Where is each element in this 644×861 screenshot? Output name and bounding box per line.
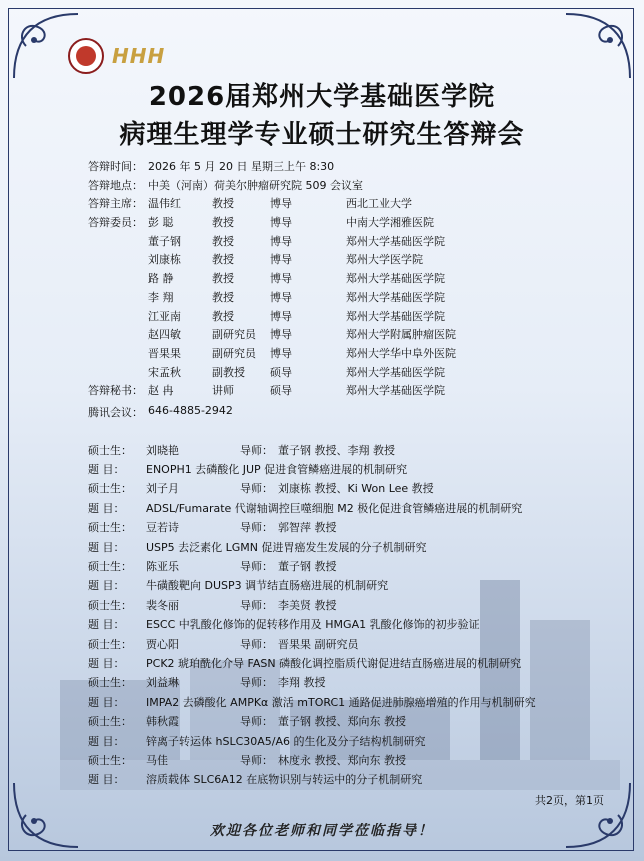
student-name: 贾心阳 <box>146 637 179 651</box>
person-title: 副教授 <box>212 365 245 379</box>
topic-label: 题 目： <box>88 695 125 709</box>
advisor-label: 导师： <box>240 598 273 612</box>
committee-row <box>88 214 456 233</box>
advisor-names: 刘康栋 教授、Ki Won Lee 教授 <box>278 482 434 496</box>
page-title-line1: 2026届郑州大学基础医学院 <box>148 82 496 112</box>
committee-row <box>88 233 456 252</box>
person-org: 郑州大学基础医学院 <box>346 309 445 323</box>
person-title: 教授 <box>212 216 234 230</box>
person-level: 博导 <box>270 216 292 230</box>
person-title: 副研究员 <box>212 328 256 342</box>
topic-text: USP5 去泛素化 LGMN 促进胃癌发生发展的分子机制研究 <box>146 540 427 554</box>
person-title: 教授 <box>212 197 234 211</box>
person-title: 教授 <box>212 234 234 248</box>
university-logo <box>68 38 104 74</box>
advisor-label: 导师： <box>240 443 273 457</box>
person-name: 晋果果 <box>148 346 181 360</box>
topic-text: ESCC 中乳酸化修饰的促转移作用及 HMGA1 乳酸化修饰的初步验证 <box>146 618 480 632</box>
advisor-label: 导师： <box>240 482 273 496</box>
advisor-label: 导师： <box>240 715 273 729</box>
thesis-topic-row <box>88 653 536 672</box>
committee-row <box>88 364 456 383</box>
committee-row <box>88 289 456 308</box>
committee-row <box>88 251 456 270</box>
student-name: 刘子月 <box>146 482 179 496</box>
page-title-line2: 病理生理学专业硕士研究生答辩会 <box>119 120 525 150</box>
welcome-footer: 欢迎各位老师和同学莅临指导！ <box>210 823 434 839</box>
person-level: 硕导 <box>270 384 292 398</box>
person-name: 董子钢 <box>148 234 181 248</box>
advisor-names: 郭智萍 教授 <box>278 521 337 535</box>
student-name: 刘益琳 <box>146 676 179 690</box>
advisor-label: 导师： <box>240 560 273 574</box>
advisor-names: 董子钢 教授、李翔 教授 <box>278 443 395 457</box>
advisor-label: 导师： <box>240 637 273 651</box>
corner-ornament-icon <box>558 6 638 86</box>
topic-label: 题 目： <box>88 540 125 554</box>
thesis-topic-row <box>88 692 536 711</box>
person-level: 博导 <box>270 234 292 248</box>
person-name: 彭 聪 <box>148 216 174 230</box>
thesis-topic-row <box>88 731 536 750</box>
thesis-topic-row <box>88 459 536 478</box>
person-title: 教授 <box>212 309 234 323</box>
person-org: 郑州大学基础医学院 <box>346 384 445 398</box>
person-org: 郑州大学基础医学院 <box>346 234 445 248</box>
role-label <box>88 270 148 289</box>
person-level: 博导 <box>270 197 292 211</box>
person-title: 教授 <box>212 290 234 304</box>
person-org: 郑州大学附属肿瘤医院 <box>346 328 456 342</box>
topic-text: IMPA2 去磷酸化 AMPKα 激活 mTORC1 通路促进肺腺癌增殖的作用与机制研究 <box>146 695 536 709</box>
committee-row <box>88 345 456 364</box>
topic-label: 题 目： <box>88 618 125 632</box>
advisor-names: 董子钢 教授 <box>278 560 337 574</box>
topic-label: 题 目： <box>88 734 125 748</box>
advisor-names: 林度永 教授、郑向东 教授 <box>278 753 406 767</box>
student-label: 硕士生： <box>88 443 132 457</box>
role-label: 答辩主席： <box>88 197 143 211</box>
advisor-names: 李翔 教授 <box>278 676 326 690</box>
info-tencent: 腾讯会议： 646-4885-2942 <box>88 404 233 419</box>
topic-text: 锌离子转运体 hSLC30A5/A6 的生化及分子结构机制研究 <box>146 734 426 748</box>
committee-row <box>88 382 456 401</box>
thesis-topic-row <box>88 576 536 595</box>
person-level: 博导 <box>270 328 292 342</box>
topic-label: 题 目： <box>88 656 125 670</box>
thesis-list <box>88 440 536 789</box>
student-name: 豆若诗 <box>146 521 179 535</box>
person-level: 博导 <box>270 290 292 304</box>
thesis-topic-row <box>88 537 536 556</box>
role-label <box>88 364 148 383</box>
thesis-student-row <box>88 750 536 769</box>
person-org: 中南大学湘雅医院 <box>346 216 434 230</box>
person-level: 硕导 <box>270 365 292 379</box>
thesis-student-row <box>88 595 536 614</box>
role-label <box>88 326 148 345</box>
person-name: 李 翔 <box>148 290 174 304</box>
person-name: 宋孟秋 <box>148 365 181 379</box>
thesis-topic-row <box>88 770 536 789</box>
role-label: 答辩秘书： <box>88 384 143 398</box>
student-name: 马佳 <box>146 753 168 767</box>
topic-text: ADSL/Fumarate 代谢轴调控巨噬细胞 M2 极化促进食管鳞癌进展的机制研究 <box>146 501 523 515</box>
committee-row <box>88 195 456 214</box>
committee-row <box>88 326 456 345</box>
person-org: 郑州大学医学院 <box>346 253 423 267</box>
thesis-student-row <box>88 711 536 730</box>
committee-list <box>88 195 456 401</box>
student-label: 硕士生： <box>88 753 132 767</box>
advisor-names: 晋果果 副研究员 <box>278 637 359 651</box>
role-label <box>88 308 148 327</box>
info-block <box>88 158 456 401</box>
person-name: 赵 冉 <box>148 384 174 398</box>
advisor-label: 导师： <box>240 753 273 767</box>
thesis-student-row <box>88 556 536 575</box>
student-name: 韩秋霞 <box>146 715 179 729</box>
advisor-label: 导师： <box>240 521 273 535</box>
page-indicator: 共2页，第1页 <box>535 794 604 807</box>
person-org: 西北工业大学 <box>346 197 412 211</box>
student-label: 硕士生： <box>88 521 132 535</box>
topic-text: 牛磺酸靶向 DUSP3 调节结直肠癌进展的机制研究 <box>146 579 389 593</box>
thesis-student-row <box>88 673 536 692</box>
role-label <box>88 289 148 308</box>
thesis-student-row <box>88 440 536 459</box>
thesis-topic-row <box>88 615 536 634</box>
person-org: 郑州大学基础医学院 <box>346 272 445 286</box>
info-place: 答辩地点： 中美（河南）荷美尔肿瘤研究院 509 会议室 <box>88 178 363 192</box>
student-name: 裴冬丽 <box>146 598 179 612</box>
role-label: 答辩委员： <box>88 216 143 230</box>
person-name: 路 静 <box>148 272 174 286</box>
student-name: 陈亚乐 <box>146 560 179 574</box>
role-label <box>88 233 148 252</box>
role-label <box>88 345 148 364</box>
person-name: 江亚南 <box>148 309 181 323</box>
student-name: 刘晓艳 <box>146 443 179 457</box>
advisor-label: 导师： <box>240 676 273 690</box>
person-name: 温伟红 <box>148 197 181 211</box>
person-level: 博导 <box>270 272 292 286</box>
person-name: 刘康栋 <box>148 253 181 267</box>
student-label: 硕士生： <box>88 715 132 729</box>
person-level: 博导 <box>270 309 292 323</box>
person-level: 博导 <box>270 253 292 267</box>
committee-row <box>88 308 456 327</box>
thesis-student-row <box>88 518 536 537</box>
student-label: 硕士生： <box>88 637 132 651</box>
topic-text: PCK2 琥珀酰化介导 FASN 磷酸化调控脂质代谢促进结直肠癌进展的机制研究 <box>146 656 522 670</box>
person-org: 郑州大学基础医学院 <box>346 290 445 304</box>
topic-label: 题 目： <box>88 579 125 593</box>
student-label: 硕士生： <box>88 676 132 690</box>
person-level: 博导 <box>270 346 292 360</box>
person-org: 郑州大学基础医学院 <box>346 365 445 379</box>
person-name: 赵四敏 <box>148 328 181 342</box>
topic-label: 题 目： <box>88 463 125 477</box>
topic-label: 题 目： <box>88 501 125 515</box>
advisor-names: 李美贤 教授 <box>278 598 337 612</box>
topic-label: 题 目： <box>88 773 125 787</box>
committee-row <box>88 270 456 289</box>
advisor-names: 董子钢 教授、郑向东 教授 <box>278 715 406 729</box>
role-label <box>88 251 148 270</box>
person-title: 副研究员 <box>212 346 256 360</box>
person-title: 教授 <box>212 272 234 286</box>
topic-text: ENOPH1 去磷酸化 JUP 促进食管鳞癌进展的机制研究 <box>146 463 408 477</box>
student-label: 硕士生： <box>88 560 132 574</box>
person-org: 郑州大学华中阜外医院 <box>346 346 456 360</box>
brand-mark: HHH <box>112 44 166 68</box>
student-label: 硕士生： <box>88 482 132 496</box>
student-label: 硕士生： <box>88 598 132 612</box>
person-title: 教授 <box>212 253 234 267</box>
thesis-student-row <box>88 479 536 498</box>
topic-text: 溶质载体 SLC6A12 在底物识别与转运中的分子机制研究 <box>146 773 423 787</box>
person-title: 讲师 <box>212 384 234 398</box>
thesis-topic-row <box>88 498 536 517</box>
thesis-student-row <box>88 634 536 653</box>
info-time: 答辩时间： 2026 年 5 月 20 日 星期三上午 8:30 <box>88 160 335 173</box>
